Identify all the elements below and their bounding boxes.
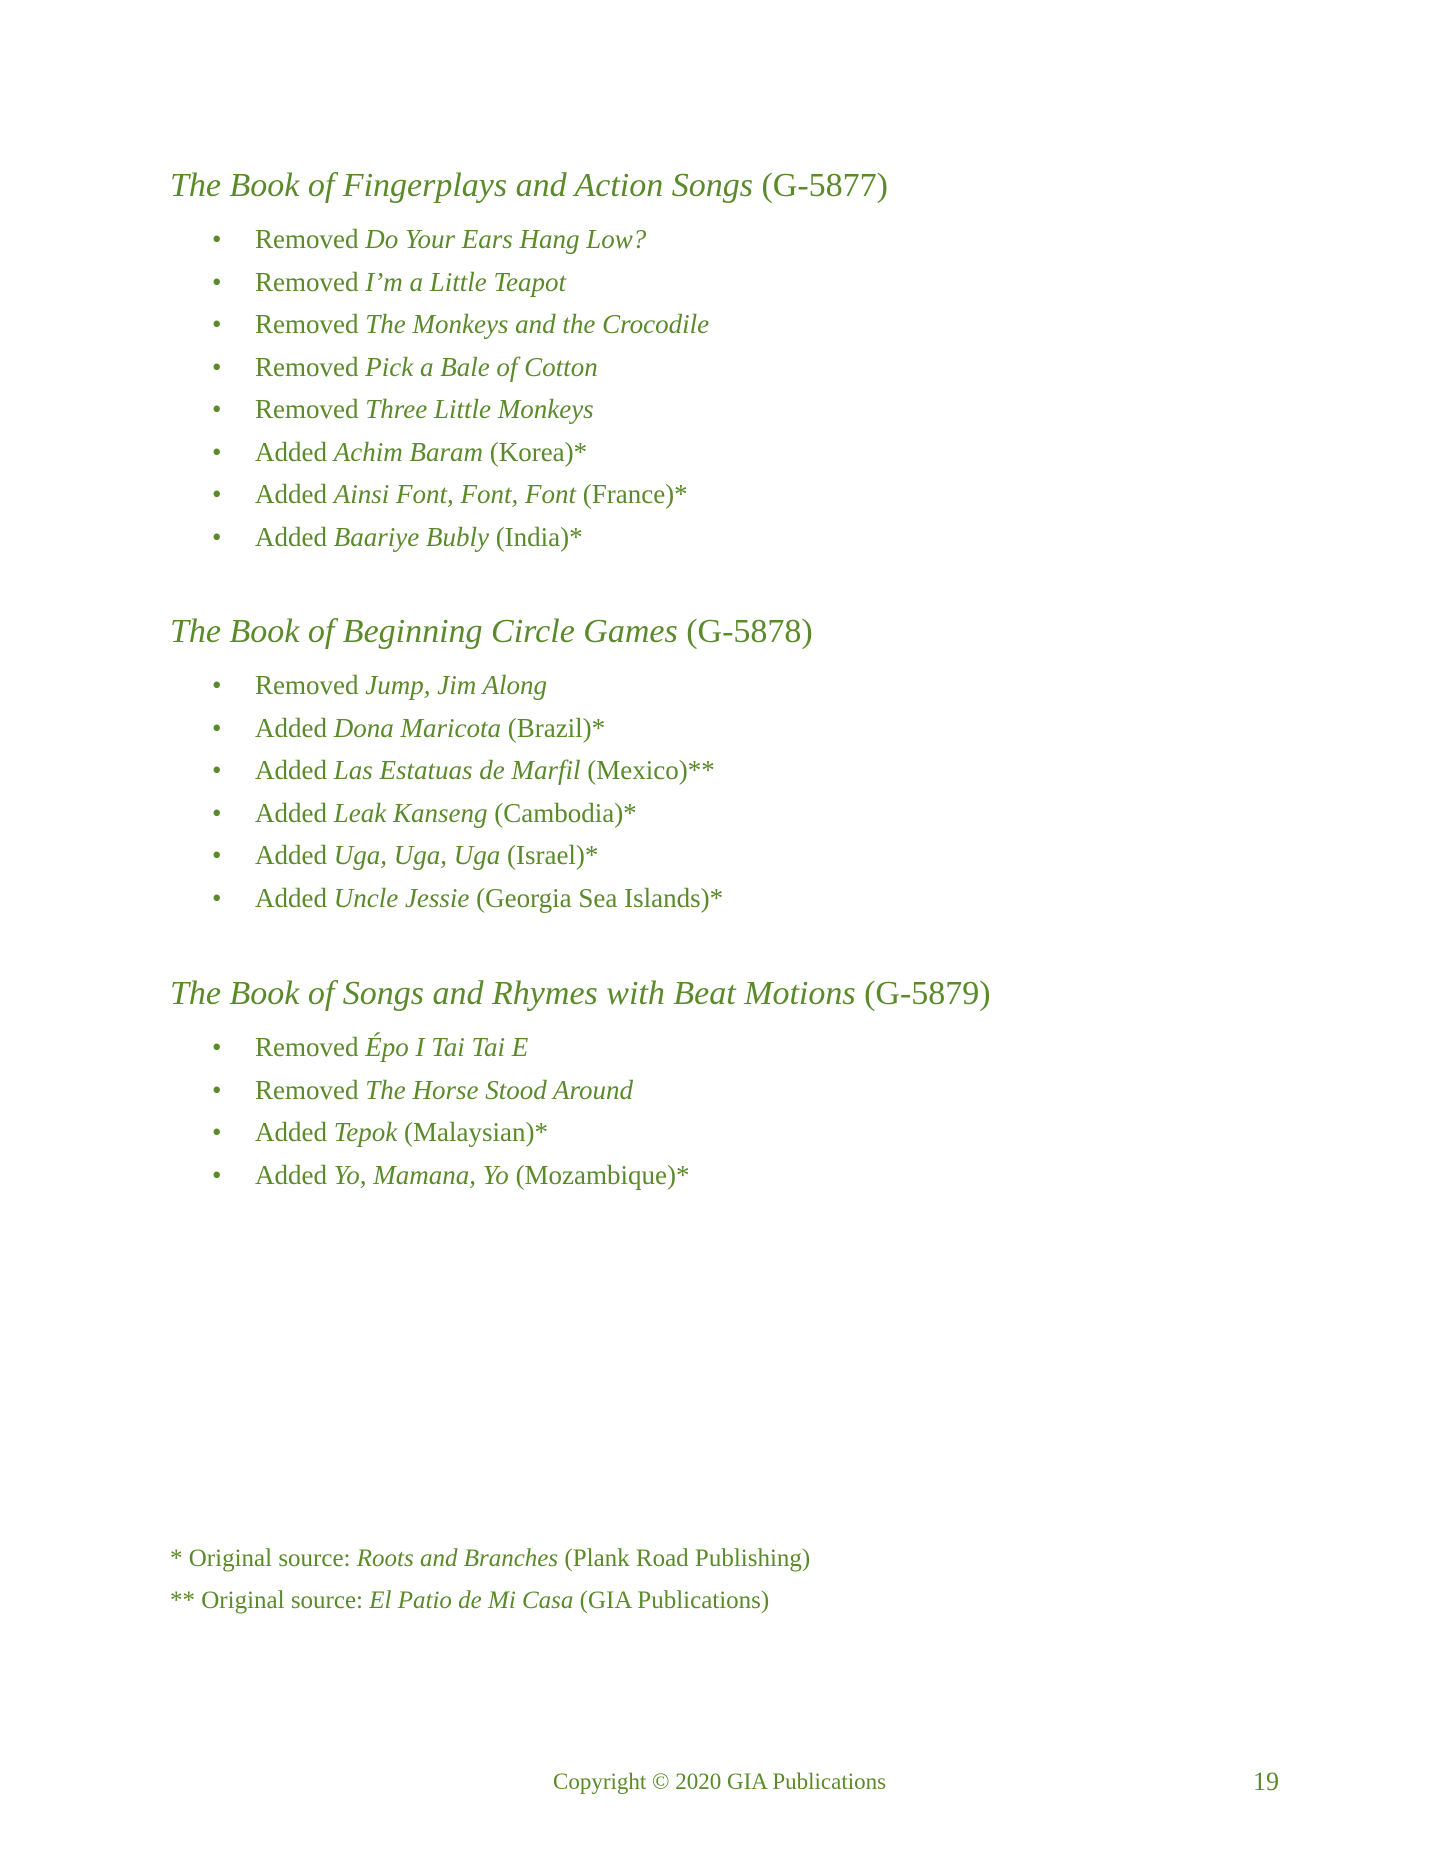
footnote-publisher: (GIA Publications) bbox=[579, 1587, 770, 1614]
item-action: Removed bbox=[255, 309, 359, 339]
item-origin: (Brazil)* bbox=[507, 712, 606, 743]
item-action: Removed bbox=[255, 394, 359, 424]
item-song: Dona Maricota bbox=[333, 712, 501, 743]
change-list bbox=[170, 1026, 1320, 1196]
list-item bbox=[170, 707, 1320, 750]
list-item bbox=[170, 388, 1320, 431]
list-item bbox=[170, 877, 1320, 920]
bullet-icon: • bbox=[212, 712, 222, 743]
section-title bbox=[170, 164, 1320, 208]
footnote-prefix: * Original source: bbox=[170, 1545, 351, 1572]
list-item bbox=[170, 834, 1320, 877]
list-item bbox=[170, 431, 1320, 474]
list-item bbox=[170, 1111, 1320, 1154]
item-action: Added bbox=[255, 840, 327, 870]
section-title bbox=[170, 972, 1320, 1016]
item-song: Do Your Ears Hang Low? bbox=[365, 224, 647, 254]
item-origin: (Georgia Sea Islands)* bbox=[476, 882, 724, 913]
item-song: Tepok bbox=[333, 1117, 398, 1147]
list-item bbox=[170, 1069, 1320, 1112]
item-action: Added bbox=[255, 755, 327, 785]
footnote-prefix: ** Original source: bbox=[170, 1587, 364, 1614]
section-code: (G-5879) bbox=[864, 975, 991, 1012]
item-origin: (Cambodia)* bbox=[494, 797, 637, 828]
list-item bbox=[170, 473, 1320, 516]
item-song: The Horse Stood Around bbox=[365, 1074, 633, 1105]
section-code: (G-5877) bbox=[761, 167, 889, 204]
list-item bbox=[170, 261, 1320, 304]
item-action: Removed bbox=[255, 266, 359, 297]
item-action: Added bbox=[255, 521, 327, 552]
section-code: (G-5878) bbox=[686, 613, 813, 650]
item-song: Leak Kanseng bbox=[333, 797, 488, 828]
section-title bbox=[170, 610, 1320, 654]
section-beat-motions bbox=[170, 972, 1320, 1196]
bullet-icon: • bbox=[212, 1074, 222, 1105]
list-item bbox=[170, 218, 1320, 261]
bullet-icon: • bbox=[212, 882, 222, 913]
footnote-source-title: El Patio de Mi Casa bbox=[369, 1587, 574, 1614]
item-song: I’m a Little Teapot bbox=[365, 266, 566, 297]
bullet-icon: • bbox=[212, 1032, 222, 1062]
item-action: Added bbox=[255, 797, 327, 828]
footnote bbox=[170, 1580, 810, 1622]
item-song: Las Estatuas de Marfil bbox=[333, 755, 581, 785]
change-list bbox=[170, 218, 1320, 558]
footnote bbox=[170, 1538, 810, 1580]
list-item bbox=[170, 346, 1320, 389]
bullet-icon: • bbox=[212, 1159, 222, 1190]
item-action: Removed bbox=[255, 1074, 359, 1105]
bullet-icon: • bbox=[212, 840, 222, 870]
item-action: Added bbox=[255, 712, 327, 743]
bullet-icon: • bbox=[212, 394, 222, 424]
item-origin: (Israel)* bbox=[506, 840, 599, 870]
list-item bbox=[170, 1026, 1320, 1069]
item-action: Removed bbox=[255, 670, 359, 700]
section-fingerplays bbox=[170, 164, 1320, 558]
item-action: Added bbox=[255, 1159, 327, 1190]
item-action: Added bbox=[255, 436, 327, 467]
item-origin: (Korea)* bbox=[489, 436, 588, 467]
list-item bbox=[170, 303, 1320, 346]
footnote-source-title: Roots and Branches bbox=[356, 1545, 559, 1572]
item-song: Épo I Tai Tai E bbox=[365, 1032, 529, 1062]
list-item bbox=[170, 1154, 1320, 1197]
bullet-icon: • bbox=[212, 521, 222, 552]
item-song: Uga, Uga, Uga bbox=[333, 840, 501, 870]
item-song: Uncle Jessie bbox=[333, 882, 470, 913]
list-item bbox=[170, 516, 1320, 559]
footnote-publisher: (Plank Road Publishing) bbox=[564, 1545, 811, 1572]
change-list bbox=[170, 664, 1320, 919]
item-song: Jump, Jim Along bbox=[365, 670, 547, 700]
item-origin: (France)* bbox=[582, 479, 688, 509]
list-item bbox=[170, 749, 1320, 792]
item-song: Pick a Bale of Cotton bbox=[365, 351, 598, 382]
item-song: Three Little Monkeys bbox=[365, 394, 594, 424]
footnotes bbox=[170, 1538, 810, 1622]
item-action: Removed bbox=[255, 351, 359, 382]
bullet-icon: • bbox=[212, 351, 222, 382]
page-number: 19 bbox=[1253, 1767, 1279, 1796]
bullet-icon: • bbox=[212, 479, 222, 509]
bullet-icon: • bbox=[212, 1117, 222, 1147]
bullet-icon: • bbox=[212, 224, 222, 254]
item-song: Achim Baram bbox=[333, 436, 483, 467]
bullet-icon: • bbox=[212, 797, 222, 828]
list-item bbox=[170, 792, 1320, 835]
section-circle-games bbox=[170, 610, 1320, 919]
item-origin: (Mozambique)* bbox=[515, 1159, 690, 1190]
item-song: Ainsi Font, Font, Font bbox=[333, 479, 576, 509]
copyright-text: Copyright © 2020 GIA Publications bbox=[553, 1769, 887, 1794]
item-action: Added bbox=[255, 479, 327, 509]
section-title-text: The Book of Beginning Circle Games bbox=[170, 613, 678, 650]
item-action: Removed bbox=[255, 224, 359, 254]
item-origin: (India)* bbox=[495, 521, 583, 552]
item-action: Added bbox=[255, 1117, 327, 1147]
item-song: The Monkeys and the Crocodile bbox=[365, 309, 710, 339]
item-action: Added bbox=[255, 882, 327, 913]
item-origin: (Mexico)** bbox=[587, 755, 715, 785]
bullet-icon: • bbox=[212, 755, 222, 785]
item-song: Yo, Mamana, Yo bbox=[333, 1159, 509, 1190]
list-item bbox=[170, 664, 1320, 707]
bullet-icon: • bbox=[212, 309, 222, 339]
item-song: Baariye Bubly bbox=[333, 521, 489, 552]
section-title-text: The Book of Songs and Rhymes with Beat Motions bbox=[170, 975, 856, 1012]
section-title-text: The Book of Fingerplays and Action Songs bbox=[170, 167, 753, 204]
item-origin: (Malaysian)* bbox=[404, 1117, 548, 1147]
bullet-icon: • bbox=[212, 266, 222, 297]
bullet-icon: • bbox=[212, 436, 222, 467]
item-action: Removed bbox=[255, 1032, 359, 1062]
bullet-icon: • bbox=[212, 670, 222, 700]
